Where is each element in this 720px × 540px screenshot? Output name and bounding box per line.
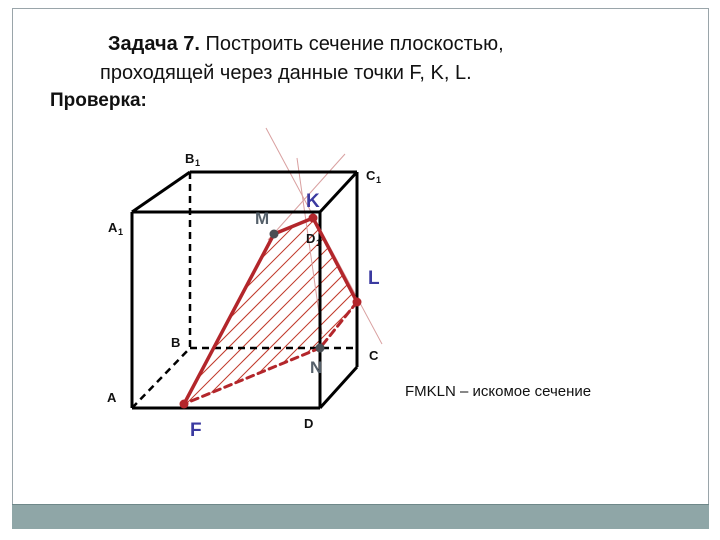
label-d1-sub: 1 <box>316 238 322 248</box>
hatch-line <box>618 180 720 420</box>
label-point-k: K <box>306 191 320 212</box>
hatch-line <box>198 180 438 420</box>
label-a1: A <box>108 220 118 235</box>
section-edge-nf <box>184 348 323 404</box>
hatch-line <box>30 180 270 420</box>
hatch-line <box>576 180 720 420</box>
label-d: D <box>304 416 314 431</box>
hatch-line <box>660 180 720 420</box>
label-c: C <box>369 348 379 363</box>
label-c1-sub: 1 <box>376 175 382 185</box>
result-caption: FMKLN – искомое сечение <box>405 383 592 400</box>
task-title-text: Построить сечение плоскостью, <box>199 33 504 55</box>
hatch-line <box>604 180 720 420</box>
section-edge-fm <box>184 234 274 404</box>
point-k <box>309 214 318 223</box>
edge-ab <box>132 348 190 408</box>
label-point-m: M <box>255 209 270 228</box>
edge-dc <box>320 367 357 408</box>
edge-a1b1 <box>132 172 190 212</box>
hatch-line <box>632 180 720 420</box>
label-b1-sub: 1 <box>195 158 201 168</box>
point-l <box>353 298 362 307</box>
edge-d1c1 <box>320 172 357 212</box>
section-edge-ln <box>320 302 357 348</box>
hatch-line <box>646 180 720 420</box>
task-number: Задача 7. <box>108 33 200 55</box>
hatch-line <box>590 180 720 420</box>
label-a1-sub: 1 <box>118 227 124 237</box>
label-b: B <box>171 335 181 350</box>
label-a: A <box>107 390 117 405</box>
task-title-line-2: проходящей через данные точки F, K, L. <box>100 62 472 84</box>
label-point-n: N <box>310 358 323 377</box>
label-b1: B <box>185 151 195 166</box>
hatch-line <box>184 180 424 420</box>
label-point-f: F <box>190 420 202 441</box>
label-c1: C <box>366 168 376 183</box>
point-n <box>316 344 325 353</box>
point-f <box>180 400 189 409</box>
section-outline <box>184 218 357 404</box>
check-label: Проверка: <box>50 90 147 111</box>
point-m <box>270 230 279 239</box>
label-d1: D <box>306 231 316 246</box>
label-point-l: L <box>368 268 380 289</box>
footer-bar <box>12 504 709 529</box>
